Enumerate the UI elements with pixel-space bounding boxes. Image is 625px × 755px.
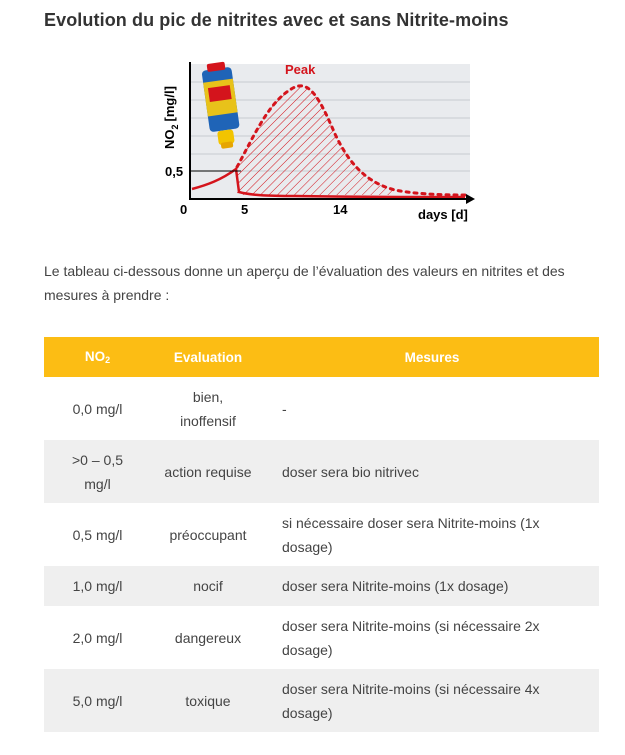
- y-tick-label: 0,5: [165, 164, 184, 179]
- cell-evaluation: toxique: [151, 669, 265, 732]
- cell-no2: 0,5 mg/l: [72, 526, 123, 543]
- svg-text:NO2[mg/l]: [162, 86, 180, 149]
- cell-evaluation: nocif: [151, 566, 265, 606]
- table-row: [44, 503, 599, 566]
- header-no2: $NO_2$: [44, 337, 151, 377]
- cell-evaluation: dangereux: [174, 629, 242, 646]
- cell-evaluation: bien, inoffensif: [180, 388, 236, 429]
- table-row: [44, 440, 599, 503]
- x-tick-label-5: 5: [241, 202, 249, 217]
- x-axis-arrow: [466, 194, 475, 204]
- cell-mesures: doser sera Nitrite-moins (si nécessaire 4x dosage): [265, 669, 599, 732]
- cell-no2: >0 – 0,5 mg/l: [44, 440, 151, 503]
- y-axis-label-main: NO: [162, 129, 177, 149]
- chart-svg: [155, 54, 485, 230]
- table-header-row: [44, 337, 599, 377]
- x-tick-label-0: 0: [180, 202, 188, 217]
- page-title: Evolution du pic de nitrites avec et sans Nitrite-moins: [44, 10, 509, 30]
- cell-mesures: si nécessaire doser sera Nitrite-moins (1x dosage): [282, 514, 540, 555]
- cell-no2: 0,0 mg/l: [72, 400, 123, 417]
- y-axis-title: [162, 86, 180, 149]
- intro-paragraph: Le tableau ci-dessous donne un aperçu de l’évaluation des valeurs en nitrites et des mesures à prendre :: [44, 263, 565, 303]
- cell-mesures: doser sera Nitrite-moins (si nécessaire 2x dosage): [282, 617, 540, 658]
- table-row: [44, 377, 599, 440]
- cell-evaluation: préoccupant: [169, 526, 247, 543]
- cell-no2: 5,0 mg/l: [44, 669, 151, 732]
- cell-evaluation: action requise: [151, 440, 265, 503]
- cell-no2: 1,0 mg/l: [44, 566, 151, 606]
- y-axis-label-sub: 2: [170, 124, 180, 130]
- cell-mesures: -: [282, 400, 287, 417]
- table-row: [44, 669, 599, 732]
- table-row: [44, 566, 599, 606]
- x-tick-label-14: 14: [333, 202, 348, 217]
- header-mesures: Mesures: [265, 337, 599, 377]
- cell-no2: 2,0 mg/l: [72, 629, 123, 646]
- header-evaluation: Evaluation: [151, 337, 265, 377]
- nitrite-table: [44, 337, 599, 732]
- cell-mesures: doser sera Nitrite-moins (1x dosage): [265, 566, 599, 606]
- nitrite-peak-chart: [155, 54, 485, 230]
- peak-label: Peak: [285, 62, 316, 77]
- y-axis-label-unit: [mg/l]: [162, 86, 177, 122]
- table-row: [44, 606, 599, 669]
- cell-mesures: doser sera bio nitrivec: [265, 440, 599, 503]
- x-axis-label: days [d]: [418, 207, 468, 222]
